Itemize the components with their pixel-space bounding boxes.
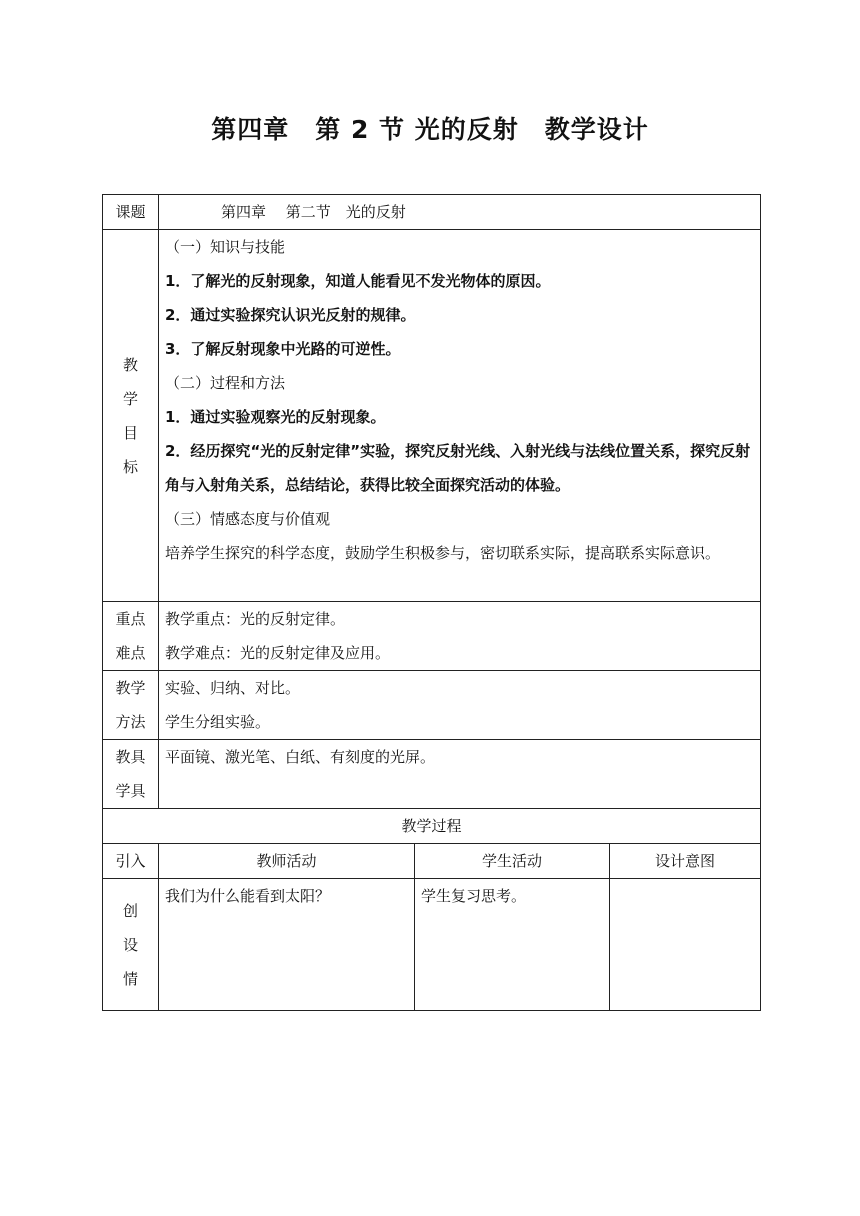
key-points-row bbox=[103, 602, 761, 671]
process-stage-char: 情 bbox=[122, 969, 138, 988]
methods-label-line: 方法 bbox=[115, 713, 146, 731]
topic-value: 第四章 第二节 光的反射 bbox=[159, 195, 761, 230]
column-header-teacher: 教师活动 bbox=[159, 844, 415, 879]
objective-item: 培养学生探究的科学态度，鼓励学生积极参与，密切联系实际，提高联系实际意识。 bbox=[165, 544, 721, 562]
process-header-row bbox=[103, 809, 761, 844]
objectives-label-char: 教 bbox=[122, 355, 138, 374]
key-points-content bbox=[159, 602, 761, 671]
key-points-label-line: 重点 bbox=[115, 610, 146, 628]
objective-item: 1．通过实验观察光的反射现象。 bbox=[165, 408, 386, 426]
key-point-item: 教学难点：光的反射定律及应用。 bbox=[165, 644, 391, 662]
objectives-label-char: 学 bbox=[122, 389, 138, 408]
objective-heading: （二）过程和方法 bbox=[165, 374, 286, 392]
tools-label-line: 学具 bbox=[115, 782, 146, 800]
topic-row bbox=[103, 195, 761, 230]
methods-content bbox=[159, 671, 761, 740]
tools-content: 平面镜、激光笔、白纸、有刻度的光屏。 bbox=[159, 740, 761, 809]
process-columns-row bbox=[103, 844, 761, 879]
lesson-plan-table bbox=[102, 194, 761, 1011]
objectives-content bbox=[159, 230, 761, 602]
objectives-label-char: 目 bbox=[122, 423, 138, 442]
methods-label-line: 教学 bbox=[115, 679, 146, 697]
column-header-intent: 设计意图 bbox=[610, 844, 761, 879]
key-points-label bbox=[103, 602, 159, 671]
objectives-label-char: 标 bbox=[122, 457, 138, 476]
objectives-row bbox=[103, 230, 761, 602]
objective-item: 2．经历探究“光的反射定律”实验，探究反射光线、入射光线与法线位置关系，探究反射角与入射角关系，总结结论，获得比较全面探究活动的体验。 bbox=[165, 442, 751, 494]
objective-item: 1．了解光的反射现象，知道人能看见不发光物体的原因。 bbox=[165, 272, 551, 290]
objective-heading: （一）知识与技能 bbox=[165, 238, 286, 256]
objective-item: 2．通过实验探究认识光反射的规律。 bbox=[165, 306, 416, 324]
objective-item: 3．了解反射现象中光路的可逆性。 bbox=[165, 340, 401, 358]
tools-label-line: 教具 bbox=[115, 748, 146, 766]
objective-heading: （三）情感态度与价值观 bbox=[165, 510, 331, 528]
design-intent bbox=[610, 879, 761, 1011]
topic-label: 课题 bbox=[103, 195, 159, 230]
process-header: 教学过程 bbox=[103, 809, 761, 844]
page-title: 第四章 第 2 节 光的反射 教学设计 bbox=[211, 115, 649, 144]
column-header-intro: 引入 bbox=[103, 844, 159, 879]
process-stage-char: 创 bbox=[122, 901, 138, 920]
methods-row bbox=[103, 671, 761, 740]
column-header-student: 学生活动 bbox=[415, 844, 610, 879]
method-item: 实验、归纳、对比。 bbox=[165, 679, 301, 697]
process-stage bbox=[103, 879, 159, 1011]
tools-row bbox=[103, 740, 761, 809]
method-item: 学生分组实验。 bbox=[165, 713, 271, 731]
key-points-label-line: 难点 bbox=[115, 644, 146, 662]
objectives-label bbox=[103, 230, 159, 602]
methods-label bbox=[103, 671, 159, 740]
student-activity: 学生复习思考。 bbox=[415, 879, 610, 1011]
process-row bbox=[103, 879, 761, 1011]
process-stage-char: 设 bbox=[122, 935, 138, 954]
teacher-activity: 我们为什么能看到太阳？ bbox=[159, 879, 415, 1011]
tools-label bbox=[103, 740, 159, 809]
key-point-item: 教学重点：光的反射定律。 bbox=[165, 610, 346, 628]
